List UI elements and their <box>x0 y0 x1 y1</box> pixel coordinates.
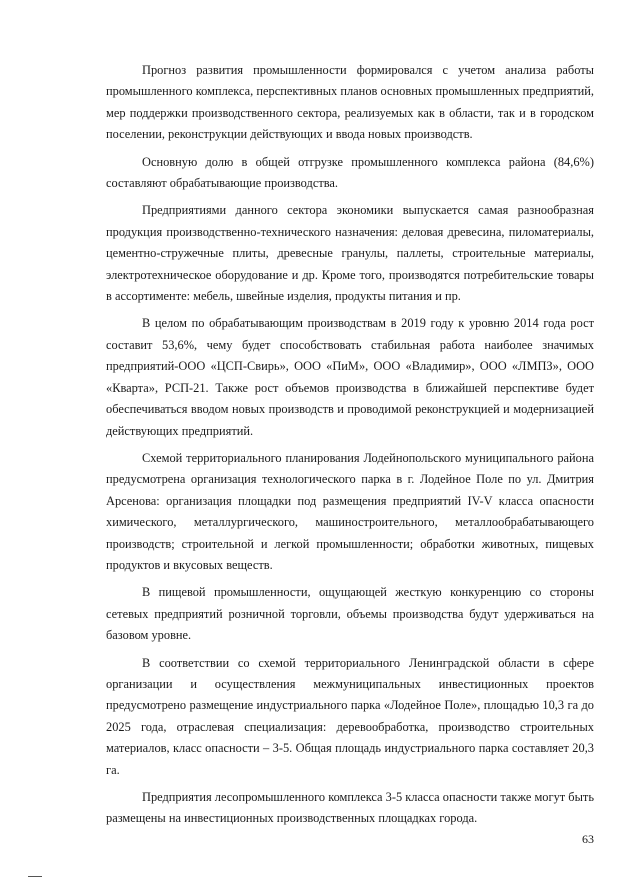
document-body <box>106 60 594 836</box>
page-number: 63 <box>582 832 594 846</box>
paragraph-industrial-park: В соответствии со схемой территориального Ленинградской области в сфере организации и осуществления межмуниципальных инвестиционных проектов предусмотрено размещение индустриального парка «Лодейное Поле», площадью 10,3 га до 2025 года, отраслевая специализация: деревообработка, производство строительных материалов, класс опасности – 3-5. Общая площадь индустриального парка составляет 20,3 га. <box>106 655 594 777</box>
paragraph-growth-2019: В целом по обрабатывающим производствам в 2019 году к уровню 2014 года рост составит 53,6%, чему будет способствовать стабильная работа наиболее значимых предприятий-ООО «ЦСП-Свирь», ООО «ПиМ», ООО «Владимир», ООО «ЛМПЗ», ООО «Кварта», РСП-21. Также рост объемов производства в ближайшей перспективе будет обеспечиваться вводом новых производств и проводимой реконструкцией и модернизацией действующих предприятий. <box>106 316 594 438</box>
scan-margin-mark <box>28 876 42 877</box>
paragraph-manufacturing-share: Основную долю в общей отгрузке промышленного комплекса района (84,6%) составляют обрабатывающие производства. <box>106 154 594 191</box>
paragraph-timber-enterprises: Предприятия лесопромышленного комплекса 3-5 класса опасности также могут быть размещены на инвестиционных производственных площадках города. <box>106 790 594 826</box>
paragraph-technopark: Схемой территориального планирования Лодейнопольского муниципального района предусмотрена организация технологического парка в г. Лодейное Поле по ул. Дмитрия Арсенова: организация площадки под размещения предприятий IV-V класса опасности химического, металлургического, машиностроительного, металлообрабатывающего производств; строительной и легкой промышленности; обработки животных, пищевых продуктов и вкусовых веществ. <box>106 450 594 572</box>
paragraph-product-range: Предприятиями данного сектора экономики выпускается самая разнообразная продукция производственно-технического назначения: деловая древесина, пиломатериалы, цементно-стружечные плиты, древесные гранулы, паллеты, строительные материалы, электротехническое оборудование и др. Кроме того, производятся потребительские товары в ассортименте: мебель, швейные изделия, продукты питания и пр. <box>106 203 594 304</box>
paragraph-food-industry: В пищевой промышленности, ощущающей жесткую конкуренцию со стороны сетевых предприятий розничной торговли, объемы производства будут удерживаться на базовом уровне. <box>106 585 594 643</box>
paragraph-industry-forecast: Прогноз развития промышленности формировался с учетом анализа работы промышленного комплекса, перспективных планов основных промышленных предприятий, мер поддержки производственного сектора, реализуемых как в области, так и в городском поселении, реконструкции действующих и ввода новых производств. <box>106 63 594 142</box>
